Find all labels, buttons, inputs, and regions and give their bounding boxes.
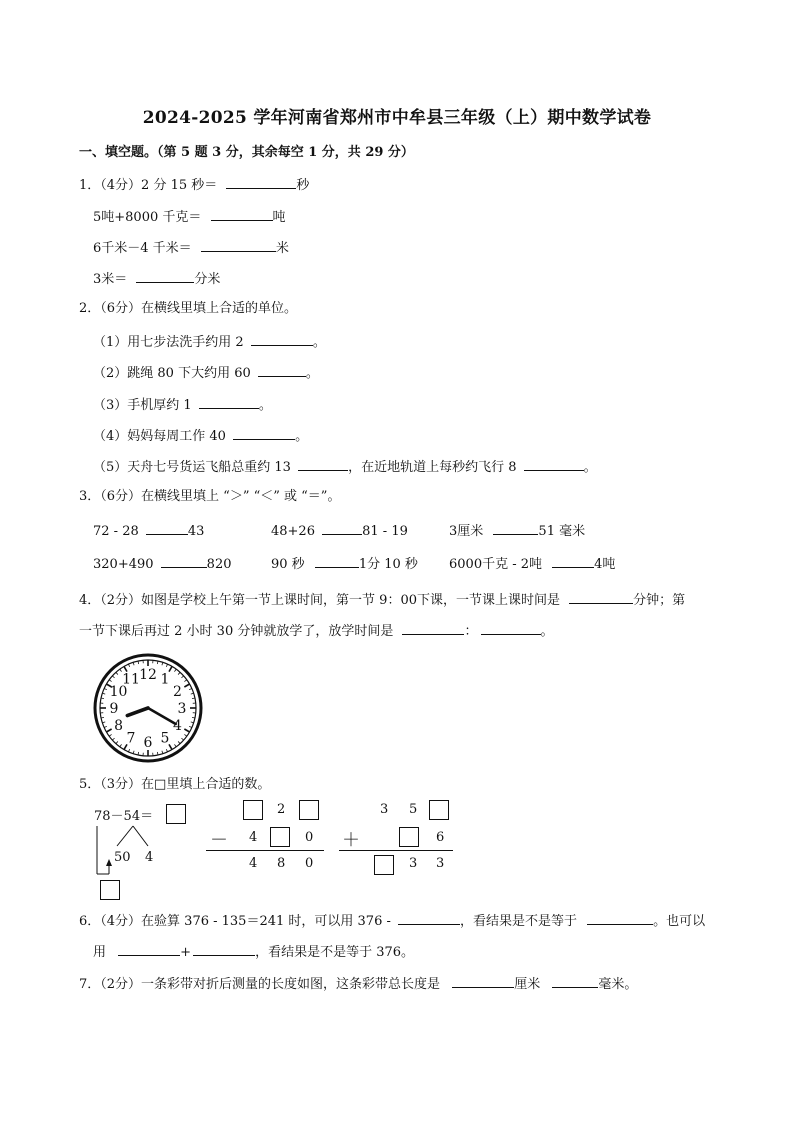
clock-number: 7 xyxy=(126,730,136,747)
answer-blank[interactable] xyxy=(258,363,306,377)
q1-a-unit: 秒 xyxy=(296,178,310,193)
answer-blank[interactable] xyxy=(452,974,514,988)
plus-sign: + xyxy=(180,945,192,960)
q2-item-end: 。 xyxy=(583,460,597,475)
clock-tick xyxy=(184,680,186,682)
digit: 5 xyxy=(409,802,418,817)
clock-tick xyxy=(184,729,189,732)
clock-tick xyxy=(178,672,180,674)
clock-tick xyxy=(109,734,111,736)
digit: 6 xyxy=(436,830,445,845)
compare-left: 90 秒 xyxy=(271,557,305,572)
q1-b-unit: 吨 xyxy=(272,210,286,225)
clock-tick xyxy=(102,722,105,723)
answer-blank[interactable] xyxy=(552,974,598,988)
compare-left: 320+490 xyxy=(93,557,154,572)
clock-tick xyxy=(181,676,183,678)
q1-b-text: 5吨+8000 千克＝ xyxy=(93,210,202,225)
q2-item xyxy=(93,395,272,415)
clock-tick xyxy=(162,662,163,665)
q4-text: 4．（2分）如图是学校上午第一节上课时间，第一节 9：00下课，一节课上课时间是 xyxy=(79,593,560,608)
answer-blank[interactable] xyxy=(398,911,460,925)
answer-blank[interactable] xyxy=(201,238,276,252)
clock-tick xyxy=(112,738,114,740)
answer-blank[interactable] xyxy=(136,269,194,283)
clock-number: 1 xyxy=(160,671,170,688)
clock-tick xyxy=(128,664,129,667)
compare-left: 48+26 xyxy=(271,524,315,539)
q1-d-unit: 分米 xyxy=(194,272,221,287)
q1-a-text: 1．（4分）2 分 15 秒＝ xyxy=(79,178,218,193)
compare-right: 4吨 xyxy=(594,557,616,572)
clock-tick xyxy=(174,669,176,671)
answer-blank[interactable] xyxy=(226,175,296,189)
answer-box[interactable] xyxy=(100,880,120,900)
answer-blank[interactable] xyxy=(298,457,348,471)
digit: 2 xyxy=(277,802,286,817)
sum-line xyxy=(206,850,324,851)
compare-item xyxy=(271,554,418,574)
clock-tick xyxy=(162,751,163,754)
compare-right: 51 毫米 xyxy=(538,524,586,539)
answer-blank[interactable] xyxy=(322,521,362,535)
q7-line xyxy=(79,974,637,994)
answer-blank[interactable] xyxy=(587,911,653,925)
answer-blank[interactable] xyxy=(193,942,255,956)
clock-number: 11 xyxy=(122,671,140,688)
compare-left: 72 - 28 xyxy=(93,524,139,539)
q4-colon: ： xyxy=(464,624,478,639)
q4-line1 xyxy=(79,590,685,610)
q6-line2 xyxy=(93,942,414,962)
q2-item-end: 。 xyxy=(312,335,326,350)
digit: 4 xyxy=(249,856,258,871)
answer-box[interactable] xyxy=(243,800,263,820)
answer-blank[interactable] xyxy=(493,521,538,535)
q1-line-d xyxy=(93,269,220,289)
answer-blank[interactable] xyxy=(118,942,180,956)
branch-left xyxy=(117,826,133,846)
q1-line-c xyxy=(93,238,289,258)
q2-item xyxy=(93,332,326,352)
clock-tick xyxy=(189,726,192,727)
q2-heading: 2．（6分）在横线里填上合适的单位。 xyxy=(79,301,298,316)
sum-line xyxy=(339,850,453,851)
answer-box[interactable] xyxy=(270,827,290,847)
answer-blank[interactable] xyxy=(199,395,259,409)
q2-item xyxy=(93,457,597,477)
answer-box[interactable] xyxy=(399,827,419,847)
digit: 4 xyxy=(249,830,258,845)
compare-right: 820 xyxy=(206,557,232,572)
compare-item xyxy=(449,521,585,541)
q1-line-a xyxy=(79,175,309,195)
clock-tick xyxy=(133,751,134,754)
clock-number: 8 xyxy=(114,718,124,734)
q2-item-text: （5）天舟七号货运飞船总重约 13 xyxy=(93,460,291,475)
clock-number: 10 xyxy=(109,684,128,700)
clock-number: 3 xyxy=(177,701,187,717)
q2-item-end: 。 xyxy=(305,366,319,381)
q2-item-text: （1）用七步法洗手约用 2 xyxy=(93,335,244,350)
answer-box[interactable] xyxy=(166,804,186,824)
q4-text: 分钟；第 xyxy=(633,593,686,608)
clock-tick xyxy=(191,722,194,723)
branch-right xyxy=(133,826,148,846)
q4-end: 。 xyxy=(540,624,554,639)
clock-tick xyxy=(189,688,192,689)
compare-item xyxy=(93,521,204,541)
q6-text: 6．（4分）在验算 376 - 135＝241 时，可以用 376 - xyxy=(79,914,391,929)
clock-tick xyxy=(181,738,183,740)
digit: 0 xyxy=(305,856,314,871)
clock-figure xyxy=(92,652,204,764)
compare-item xyxy=(449,554,615,574)
clock-tick xyxy=(106,729,111,732)
clock-tick xyxy=(166,749,167,752)
compare-right: 1分 10 秒 xyxy=(358,557,418,572)
answer-blank[interactable] xyxy=(251,332,313,346)
clock-tick xyxy=(166,664,167,667)
clock-tick xyxy=(178,741,180,743)
answer-blank[interactable] xyxy=(233,426,295,440)
clock-tick xyxy=(184,684,189,687)
compare-left: 3厘米 xyxy=(449,524,484,539)
answer-box[interactable] xyxy=(429,800,449,820)
q2-item xyxy=(93,426,308,446)
answer-box[interactable] xyxy=(374,855,394,875)
clock-tick xyxy=(116,672,118,674)
clock-number: 12 xyxy=(139,667,157,683)
compare-left: 6000千克 - 2吨 xyxy=(449,557,543,572)
q1-d-text: 3米＝ xyxy=(93,272,128,287)
compare-item xyxy=(93,554,232,574)
compare-item xyxy=(271,521,408,541)
section-heading: 一、填空题。（第 5 题 3 分，其余每空 1 分，共 29 分） xyxy=(79,145,414,160)
q6-line1 xyxy=(79,911,705,931)
answer-blank[interactable] xyxy=(524,457,584,471)
q7-text: 7．（2分）一条彩带对折后测量的长度如图，这条彩带总长度是 xyxy=(79,977,441,992)
answer-blank[interactable] xyxy=(211,207,273,221)
digit: 3 xyxy=(380,802,389,817)
q6-text: 。也可以 xyxy=(653,914,706,929)
clock-tick xyxy=(102,693,105,694)
digit: 3 xyxy=(436,856,445,871)
q2-item-end: 。 xyxy=(258,398,272,413)
answer-blank[interactable] xyxy=(481,621,541,635)
digit: 0 xyxy=(305,830,314,845)
plus-sign: ＋ xyxy=(342,830,360,851)
clock-tick xyxy=(191,693,194,694)
split-number: 4 xyxy=(145,850,154,865)
digit: 3 xyxy=(409,856,418,871)
q1-c-text: 6千米－4 千米＝ xyxy=(93,241,192,256)
compare-right: 43 xyxy=(187,524,205,539)
q2-item-text: ，在近地轨道上每秒约飞行 8 xyxy=(348,460,517,475)
q3-heading: 3．（6分）在横线里填上 “＞” “＜” 或 “＝”。 xyxy=(79,489,341,504)
answer-blank[interactable] xyxy=(146,521,188,535)
clock-tick xyxy=(104,688,107,689)
minute-hand xyxy=(148,708,176,724)
clock-number: 2 xyxy=(172,684,182,700)
answer-blank[interactable] xyxy=(161,554,207,568)
q5-heading: 5．（3分）在□里填上合适的数。 xyxy=(79,777,271,792)
hour-hand xyxy=(127,708,148,716)
answer-blank[interactable] xyxy=(569,590,633,604)
q2-item xyxy=(93,363,319,383)
digit: 8 xyxy=(277,856,286,871)
q6-text: ，看结果是不是等于 376。 xyxy=(255,945,415,960)
compare-right: 81 - 19 xyxy=(362,524,408,539)
q7-unit: 毫米。 xyxy=(598,977,638,992)
q6-text: 用 xyxy=(93,945,107,960)
q7-unit: 厘米 xyxy=(514,977,541,992)
clock-number: 9 xyxy=(109,701,119,717)
answer-blank[interactable] xyxy=(402,621,464,635)
clock-number: 4 xyxy=(172,718,182,734)
clock-tick xyxy=(128,749,129,752)
minus-sign: － xyxy=(210,830,228,851)
clock-tick xyxy=(112,676,114,678)
q6-text: ，看结果是不是等于 xyxy=(460,914,578,929)
clock-tick xyxy=(184,734,186,736)
clock-tick xyxy=(174,744,176,746)
q2-item-text: （3）手机厚约 1 xyxy=(93,398,192,413)
clock-number: 6 xyxy=(143,735,153,751)
arrow-head-icon xyxy=(106,859,112,866)
clock-tick xyxy=(116,741,118,743)
q4-text: 一节下课后再过 2 小时 30 分钟就放学了，放学时间是 xyxy=(79,624,394,639)
page-title: 2024-2025 学年河南省郑州市中牟县三年级（上）期中数学试卷 xyxy=(142,108,652,128)
split-number: 50 xyxy=(114,850,131,865)
clock-tick xyxy=(133,662,134,665)
clock-number: 5 xyxy=(160,730,170,747)
answer-blank[interactable] xyxy=(552,554,594,568)
decompose-equation: 78－54＝ xyxy=(94,809,154,824)
q1-line-b xyxy=(93,207,286,227)
clock-tick xyxy=(109,680,111,682)
q2-item-text: （4）妈妈每周工作 40 xyxy=(93,429,226,444)
answer-blank[interactable] xyxy=(315,554,359,568)
clock-tick xyxy=(104,726,107,727)
clock-tick xyxy=(120,744,122,746)
q4-line2 xyxy=(79,621,554,641)
q2-item-end: 。 xyxy=(295,429,309,444)
q1-c-unit: 米 xyxy=(275,241,289,256)
answer-box[interactable] xyxy=(299,800,319,820)
q2-item-text: （2）跳绳 80 下大约用 60 xyxy=(93,366,251,381)
